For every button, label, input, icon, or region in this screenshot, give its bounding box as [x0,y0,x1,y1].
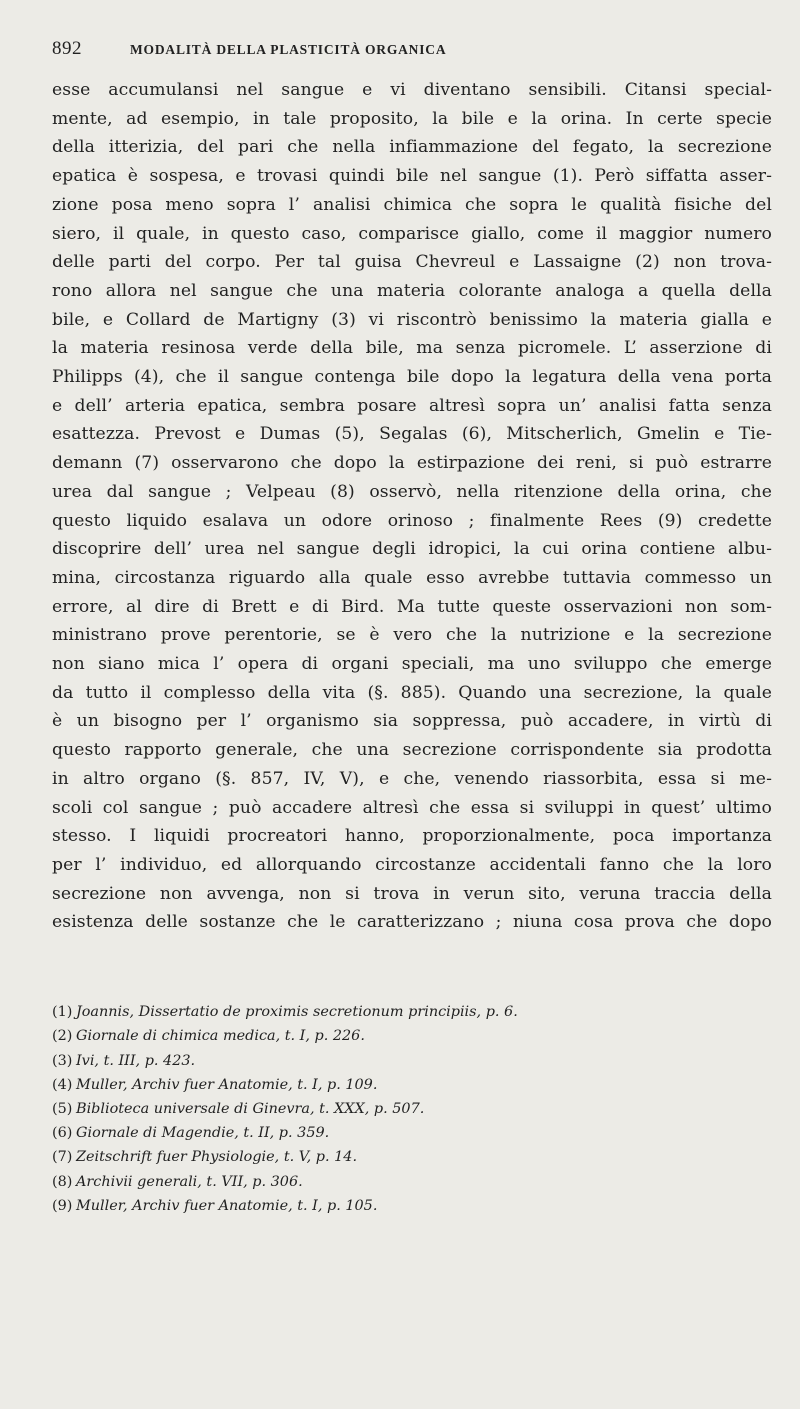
footnote [52,1121,772,1145]
text-line: esistenza delle sostanze che le caratterizzano ; niuna cosa prova che dopo [52,912,772,933]
footnote-number: (8) [52,1173,73,1190]
footnote [52,1170,772,1194]
text-line: e dell’ arteria epatica, sembra posare altresì sopra un’ analisi fatta senza [52,395,772,416]
footnote-citation: Muller, Archiv fuer Anatomie, t. I, p. 109. [76,1076,378,1093]
text-line: bile, e Collard de Martigny (3) vi riscontrò benissimo la materia gialla e [52,309,772,330]
footnote [52,1073,772,1097]
text-line: da tutto il complesso della vita (§. 885). Quando una secrezione, la quale [52,682,772,703]
text-line: la materia resinosa verde della bile, ma senza picromele. L’ asserzione di [52,338,772,359]
text-line: non siano mica l’ opera di organi speciali, ma uno sviluppo che emerge [52,654,772,675]
book-page [52,38,772,1218]
footnote [52,1049,772,1073]
footnote-citation: Archivii generali, t. VII, p. 306. [76,1173,303,1190]
footnote [52,1194,772,1218]
text-line: stesso. I liquidi procreatori hanno, proporzionalmente, poca importanza [52,826,772,847]
text-line: demann (7) osservarono che dopo la estirpazione dei reni, si può estrarre [52,453,772,474]
text-line: per l’ individuo, ed allorquando circostanze accidentali fanno che la loro [52,854,772,875]
footnote-number: (1) [52,1004,73,1021]
footnote-number: (9) [52,1197,73,1214]
footnote-citation: Giornale di Magendie, t. II, p. 359. [76,1125,330,1142]
text-line: zione posa meno sopra l’ analisi chimica che sopra le qualità fisiche del [52,194,772,215]
text-line: secrezione non avvenga, non si trova in verun sito, veruna traccia della [52,883,772,904]
text-line: epatica è sospesa, e trovasi quindi bile nel sangue (1). Però siffatta asser- [52,166,772,187]
text-line: della itterizia, del pari che nella infiammazione del fegato, la secrezione [52,137,772,158]
footnote [52,1145,772,1169]
page-header [52,38,772,68]
text-line: questo liquido esalava un odore orinoso ; finalmente Rees (9) credette [52,510,772,531]
text-line: scoli col sangue ; può accadere altresì che essa si sviluppi in quest’ ultimo [52,797,772,818]
footnote [52,1097,772,1121]
running-head: MODALITÀ DELLA PLASTICITÀ ORGANICA [130,42,447,57]
footnote-number: (5) [52,1100,73,1117]
footnote-number: (7) [52,1149,73,1166]
footnote-number: (6) [52,1125,73,1142]
text-line: esattezza. Prevost e Dumas (5), Segalas (6), Mitscherlich, Gmelin e Tie- [52,424,772,445]
footnote-citation: Muller, Archiv fuer Anatomie, t. I, p. 105. [76,1197,378,1214]
footnote-number: (3) [52,1052,73,1069]
text-line: urea dal sangue ; Velpeau (8) osservò, nella ritenzione della orina, che [52,481,772,502]
text-line: siero, il quale, in questo caso, comparisce giallo, come il maggior numero [52,223,772,244]
text-line: questo rapporto generale, che una secrezione corrispondente sia prodotta [52,740,772,761]
footnote-citation: Zeitschrift fuer Physiologie, t. V, p. 14. [76,1149,358,1166]
footnotes [52,1000,772,1218]
text-line: discoprire dell’ urea nel sangue degli idropici, la cui orina contiene albu- [52,539,772,560]
text-line: mente, ad esempio, in tale proposito, la bile e la orina. In certe specie [52,108,772,129]
text-line: in altro organo (§. 857, IV, V), e che, venendo riassorbita, essa si me- [52,768,772,789]
text-line: rono allora nel sangue che una materia colorante analoga a quella della [52,280,772,301]
text-line: errore, al dire di Brett e di Bird. Ma tutte queste osservazioni non som- [52,596,772,617]
footnote-citation: Biblioteca universale di Ginevra, t. XXX, p. 507. [76,1100,425,1117]
body-text [52,76,772,937]
footnote-citation: Joannis, Dissertatio de proximis secretionum principiis, p. 6. [76,1004,518,1021]
footnote [52,1000,772,1024]
page-number: 892 [52,38,82,59]
footnote-citation: Giornale di chimica medica, t. I, p. 226. [76,1028,365,1045]
text-line: esse accumulansi nel sangue e vi diventano sensibili. Citansi special- [52,80,772,100]
text-line: è un bisogno per l’ organismo sia soppressa, può accadere, in virtù di [52,711,772,732]
text-line: ministrano prove perentorie, se è vero che la nutrizione e la secrezione [52,625,772,646]
footnote [52,1024,772,1048]
text-line: Philipps (4), che il sangue contenga bile dopo la legatura della vena porta [52,367,772,388]
footnote-number: (2) [52,1028,73,1045]
footnote-number: (4) [52,1076,73,1093]
footnote-citation: Ivi, t. III, p. 423. [76,1052,196,1069]
text-line: mina, circostanza riguardo alla quale esso avrebbe tuttavia commesso un [52,567,772,588]
text-line: delle parti del corpo. Per tal guisa Chevreul e Lassaigne (2) non trova- [52,252,772,273]
